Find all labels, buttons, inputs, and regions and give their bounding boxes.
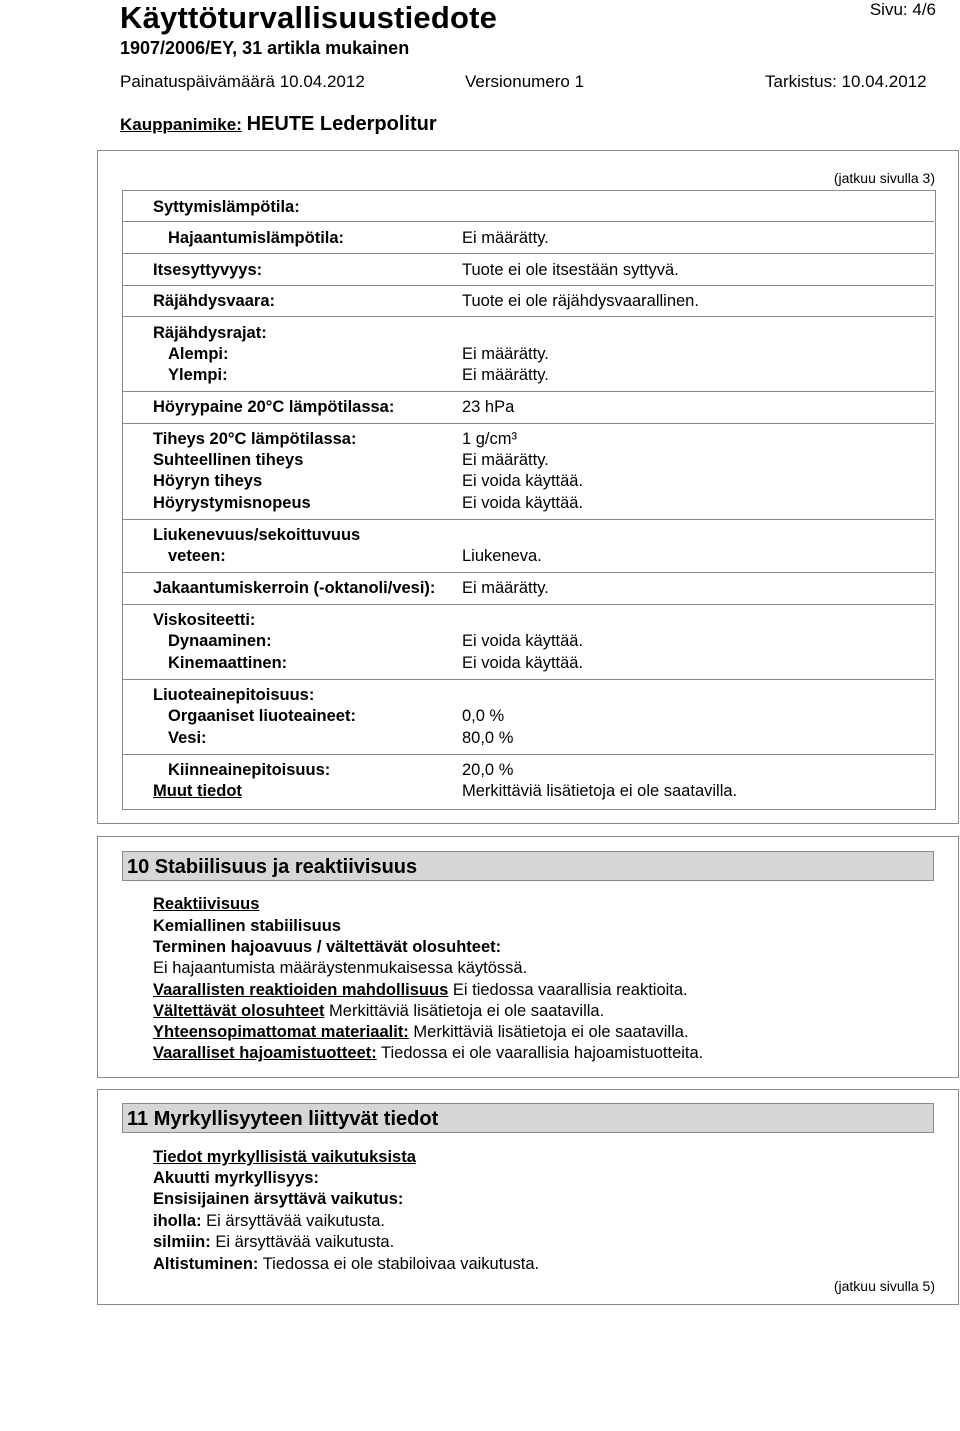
explosion-hazard-label: Räjähdysvaara: bbox=[153, 292, 275, 310]
primary-irritant-label: Ensisijainen ärsyttävä vaikutus: bbox=[153, 1190, 404, 1208]
divider bbox=[122, 519, 934, 520]
kinematic-viscosity-value: Ei voida käyttää. bbox=[462, 654, 584, 672]
organic-solvents-value: 0,0 % bbox=[462, 707, 505, 725]
acute-toxicity-label: Akuutti myrkyllisyys: bbox=[153, 1169, 319, 1187]
decomposition-products-row bbox=[153, 1043, 703, 1064]
sensitisation-value: Tiedossa ei ole stabiloivaa vaikutusta. bbox=[258, 1255, 540, 1273]
incompatible-materials-label: Yhteensopimattomat materiaalit: bbox=[153, 1023, 409, 1041]
hazardous-reactions-row bbox=[153, 980, 688, 1001]
decomposition-temp-label: Hajaantumislämpötila: bbox=[168, 229, 345, 247]
evaporation-rate-value: Ei voida käyttää. bbox=[462, 494, 584, 512]
decomposition-temp-value: Ei määrätty. bbox=[462, 229, 549, 247]
viscosity-label: Viskositeetti: bbox=[153, 611, 256, 629]
vapour-pressure-label: Höyrypaine 20°C lämpötilassa: bbox=[153, 398, 395, 416]
vapour-density-value: Ei voida käyttää. bbox=[462, 472, 584, 490]
hazardous-reactions-value: Ei tiedossa vaarallisia reaktioita. bbox=[448, 981, 688, 999]
sensitisation-label: Altistuminen: bbox=[153, 1255, 259, 1273]
divider bbox=[122, 679, 934, 680]
page-number: Sivu: 4/6 bbox=[869, 0, 936, 19]
divider bbox=[122, 316, 934, 317]
chemical-stability-label: Kemiallinen stabiilisuus bbox=[153, 917, 341, 935]
divider bbox=[122, 604, 934, 605]
reactivity-label: Reaktiivisuus bbox=[153, 895, 260, 913]
decomposition-products-value: Tiedossa ei ole vaarallisia hajoamistuotteita. bbox=[376, 1044, 704, 1062]
dynamic-viscosity-value: Ei voida käyttää. bbox=[462, 632, 584, 650]
divider bbox=[122, 391, 934, 392]
relative-density-value: Ei määrätty. bbox=[462, 451, 549, 469]
document-title: Käyttöturvallisuustiedote bbox=[120, 0, 498, 35]
divider bbox=[122, 423, 934, 424]
skin-row bbox=[153, 1211, 385, 1232]
thermal-decomposition-value: Ei hajaantumista määräystenmukaisessa käytössä. bbox=[153, 959, 528, 977]
upper-limit-value: Ei määrätty. bbox=[462, 366, 549, 384]
thermal-decomposition-label: Terminen hajoavuus / vältettävät olosuhteet: bbox=[153, 938, 502, 956]
incompatible-materials-row bbox=[153, 1022, 689, 1043]
organic-solvents-label: Orgaaniset liuoteaineet: bbox=[168, 707, 356, 725]
lower-limit-label: Alempi: bbox=[168, 345, 229, 363]
water-label: Vesi: bbox=[168, 729, 207, 747]
density-value: 1 g/cm³ bbox=[462, 430, 518, 448]
self-ignition-value: Tuote ei ole itsestään syttyvä. bbox=[462, 261, 679, 279]
dynamic-viscosity-label: Dynaaminen: bbox=[168, 632, 272, 650]
relative-density-label: Suhteellinen tiheys bbox=[153, 451, 304, 469]
continued-on-note: (jatkuu sivulla 5) bbox=[833, 1278, 935, 1294]
solubility-water-label: veteen: bbox=[168, 547, 226, 565]
other-info-label: Muut tiedot bbox=[153, 782, 242, 800]
density-label: Tiheys 20°C lämpötilassa: bbox=[153, 430, 357, 448]
evaporation-rate-label: Höyrystymisnopeus bbox=[153, 494, 311, 512]
eyes-row bbox=[153, 1232, 394, 1253]
vapour-density-label: Höyryn tiheys bbox=[153, 472, 263, 490]
upper-limit-label: Ylempi: bbox=[168, 366, 228, 384]
divider bbox=[122, 253, 934, 254]
eyes-label: silmiin: bbox=[153, 1233, 211, 1251]
solubility-label: Liukenevuus/sekoittuvuus bbox=[153, 526, 361, 544]
self-ignition-label: Itsesyttyvyys: bbox=[153, 261, 263, 279]
conditions-to-avoid-value: Merkittäviä lisätietoja ei ole saatavilla. bbox=[324, 1002, 605, 1020]
conditions-to-avoid-label: Vältettävät olosuhteet bbox=[153, 1002, 325, 1020]
lower-limit-value: Ei määrätty. bbox=[462, 345, 549, 363]
partition-coefficient-value: Ei määrätty. bbox=[462, 579, 549, 597]
other-info-value: Merkittäviä lisätietoja ei ole saatavilla. bbox=[462, 782, 738, 800]
incompatible-materials-value: Merkittäviä lisätietoja ei ole saatavilla. bbox=[408, 1023, 689, 1041]
hazardous-reactions-label: Vaarallisten reaktioiden mahdollisuus bbox=[153, 981, 449, 999]
water-value: 80,0 % bbox=[462, 729, 514, 747]
trade-name-label: Kauppanimike: bbox=[120, 115, 242, 134]
section-10-heading: 10 Stabiilisuus ja reaktiivisuus bbox=[122, 851, 934, 881]
explosion-hazard-value: Tuote ei ole räjähdysvaarallinen. bbox=[462, 292, 699, 310]
divider bbox=[122, 572, 934, 573]
skin-label: iholla: bbox=[153, 1212, 202, 1230]
flash-point-divider bbox=[122, 221, 934, 222]
solvent-content-label: Liuoteainepitoisuus: bbox=[153, 686, 315, 704]
sensitisation-row bbox=[153, 1254, 539, 1275]
partition-coefficient-label: Jakaantumiskerroin (-oktanoli/vesi): bbox=[153, 579, 436, 597]
vapour-pressure-value: 23 hPa bbox=[462, 398, 515, 416]
conditions-to-avoid-row bbox=[153, 1001, 604, 1022]
print-date: Painatuspäivämäärä 10.04.2012 bbox=[120, 72, 365, 91]
trade-name-value: HEUTE Lederpolitur bbox=[246, 113, 437, 135]
trade-name-row bbox=[120, 113, 437, 136]
continued-from-note: (jatkuu sivulla 3) bbox=[833, 170, 935, 186]
decomposition-products-label: Vaaralliset hajoamistuotteet: bbox=[153, 1044, 377, 1062]
flash-point-label: Syttymislämpötila: bbox=[153, 198, 300, 216]
toxicological-effects-label: Tiedot myrkyllisistä vaikutuksista bbox=[153, 1148, 416, 1166]
kinematic-viscosity-label: Kinemaattinen: bbox=[168, 654, 288, 672]
skin-value: Ei ärsyttävää vaikutusta. bbox=[201, 1212, 386, 1230]
divider bbox=[122, 754, 934, 755]
solids-content-value: 20,0 % bbox=[462, 761, 514, 779]
solubility-value: Liukeneva. bbox=[462, 547, 542, 565]
section-11-heading: 11 Myrkyllisyyteen liittyvät tiedot bbox=[122, 1103, 934, 1133]
regulation-subtitle: 1907/2006/EY, 31 artikla mukainen bbox=[120, 38, 410, 58]
version-number: Versionumero 1 bbox=[465, 72, 585, 91]
divider bbox=[122, 285, 934, 286]
eyes-value: Ei ärsyttävää vaikutusta. bbox=[210, 1233, 395, 1251]
solids-content-label: Kiinneainepitoisuus: bbox=[168, 761, 331, 779]
revision-date: Tarkistus: 10.04.2012 bbox=[765, 72, 927, 91]
explosion-limits-label: Räjähdysrajat: bbox=[153, 324, 267, 342]
